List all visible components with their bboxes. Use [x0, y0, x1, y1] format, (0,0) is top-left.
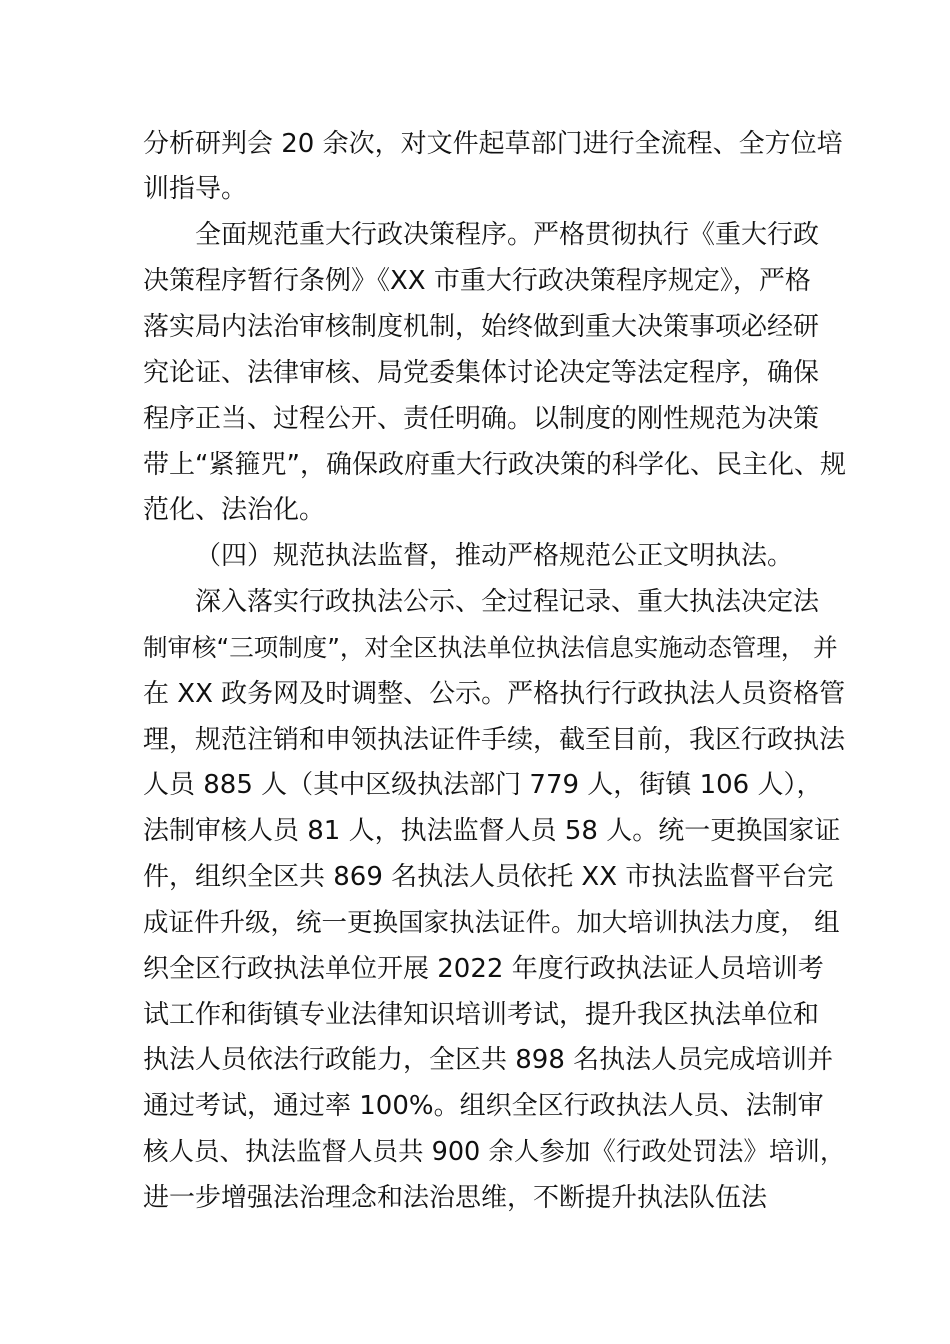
- text-line: 带上“紧箍咒”，确保政府重大行政决策的科学化、民主化、规: [143, 450, 846, 480]
- text-line: 法制审核人员 81 人，执法监督人员 58 人。统一更换国家证: [143, 816, 841, 846]
- text-line: 落实局内法治审核制度机制，始终做到重大决策事项必经研: [143, 312, 820, 342]
- text-line: 分析研判会 20 余次，对文件起草部门进行全流程、全方位培: [143, 129, 843, 159]
- text-line: 进一步增强法治理念和法治思维，不断提升执法队伍法: [143, 1183, 768, 1213]
- text-line: 通过考试，通过率 100%。组织全区行政执法人员、法制审: [143, 1091, 824, 1121]
- text-line: 制审核“三项制度”，对全区执法单位执法信息实施动态管理， 并: [143, 633, 838, 662]
- text-line: 程序正当、过程公开、责任明确。以制度的刚性规范为决策: [143, 404, 820, 434]
- text-line: 训指导。: [143, 174, 248, 204]
- text-line: 在 XX 政务网及时调整、公示。严格执行行政执法人员资格管: [143, 679, 846, 709]
- paragraph-start-line: 全面规范重大行政决策程序。严格贯彻执行《重大行政: [195, 220, 820, 250]
- text-line: 理，规范注销和申领执法证件手续，截至目前，我区行政执法: [143, 725, 846, 755]
- text-line: 核人员、执法监督人员共 900 余人参加《行政处罚法》培训，: [143, 1137, 846, 1167]
- text-line: 执法人员依法行政能力，全区共 898 名执法人员完成培训并: [143, 1045, 834, 1075]
- text-line: 究论证、法律审核、局党委集体讨论决定等法定程序，确保: [143, 358, 820, 388]
- section-heading: （四）规范执法监督，推动严格规范公正文明执法。: [195, 541, 794, 571]
- text-line: 件，组织全区共 869 名执法人员依托 XX 市执法监督平台完: [143, 862, 834, 892]
- text-line: 人员 885 人（其中区级执法部门 779 人，街镇 106 人），: [143, 770, 823, 800]
- text-line: 成证件升级，统一更换国家执法证件。加大培训执法力度， 组: [143, 908, 840, 938]
- text-line: 试工作和街镇专业法律知识培训考试，提升我区执法单位和: [143, 1000, 820, 1030]
- text-line: 范化、法治化。: [143, 495, 326, 525]
- text-line: 决策程序暂行条例》《XX 市重大行政决策程序规定》，严格: [143, 266, 811, 296]
- paragraph-start-line: 深入落实行政执法公示、全过程记录、重大执法决定法: [195, 587, 820, 617]
- text-line: 织全区行政执法单位开展 2022 年度行政执法证人员培训考: [143, 954, 824, 984]
